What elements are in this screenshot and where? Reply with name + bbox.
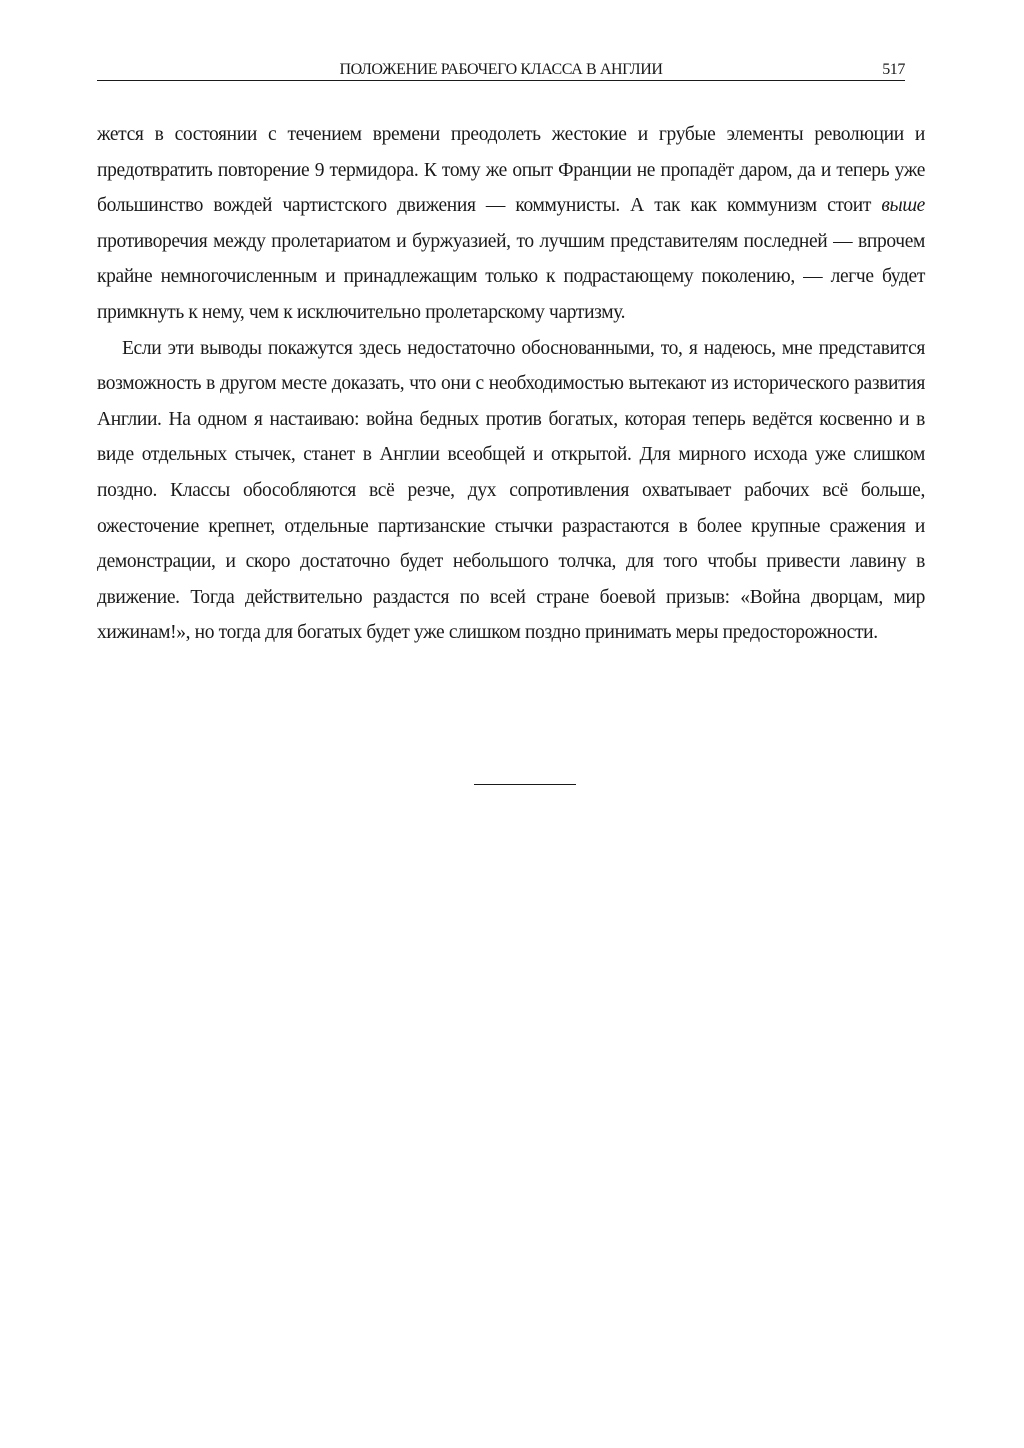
emphasized-word: выше	[881, 195, 925, 217]
running-header	[97, 60, 905, 81]
paragraph	[97, 117, 925, 331]
end-of-text-rule	[474, 784, 576, 785]
paragraph-text: жется в состоянии с течением времени преодолеть жестокие и грубые элементы революции и предотвратить повторение 9 термидора. К тому же опыт Франции не пропадёт даром, да и теперь уже большинство вождей чартистского движения — коммунисты. А так как коммунизм стоит	[97, 124, 925, 217]
page-number: 517	[882, 61, 905, 78]
body-text	[97, 117, 925, 651]
paragraph-text: противоречия между пролетариатом и буржуазией, то лучшим представителям последней — впрочем крайне немногочисленным и принадлежащим только к подрастающему поколению, — легче будет примкнуть к нему, чем к исключительно пролетарскому чартизму.	[97, 230, 925, 323]
running-header-title: ПОЛОЖЕНИЕ РАБОЧЕГО КЛАССА В АНГЛИИ	[339, 61, 663, 78]
paragraph: Если эти выводы покажутся здесь недостаточно обоснованными, то, я надеюсь, мне представится возможность в другом месте доказать, что они с необходимостью вытекают из исторического развития Англии. На одном я настаиваю: война бедных против богатых, которая теперь ведётся косвенно и в виде отдельных стычек, станет в Англии всеобщей и открытой. Для мирного исхода уже слишком поздно. Классы обособляются всё резче, дух сопротивления охватывает рабочих всё больше, ожесточение крепнет, отдельные партизанские стычки разрастаются в более крупные сражения и демонстрации, и скоро достаточно будет небольшого толчка, для того чтобы привести лавину в движение. Тогда действительно раздастся по всей стране боевой призыв: «Война дворцам, мир хижинам!», но тогда для богатых будет уже слишком поздно принимать меры предосторожности.	[97, 337, 925, 644]
